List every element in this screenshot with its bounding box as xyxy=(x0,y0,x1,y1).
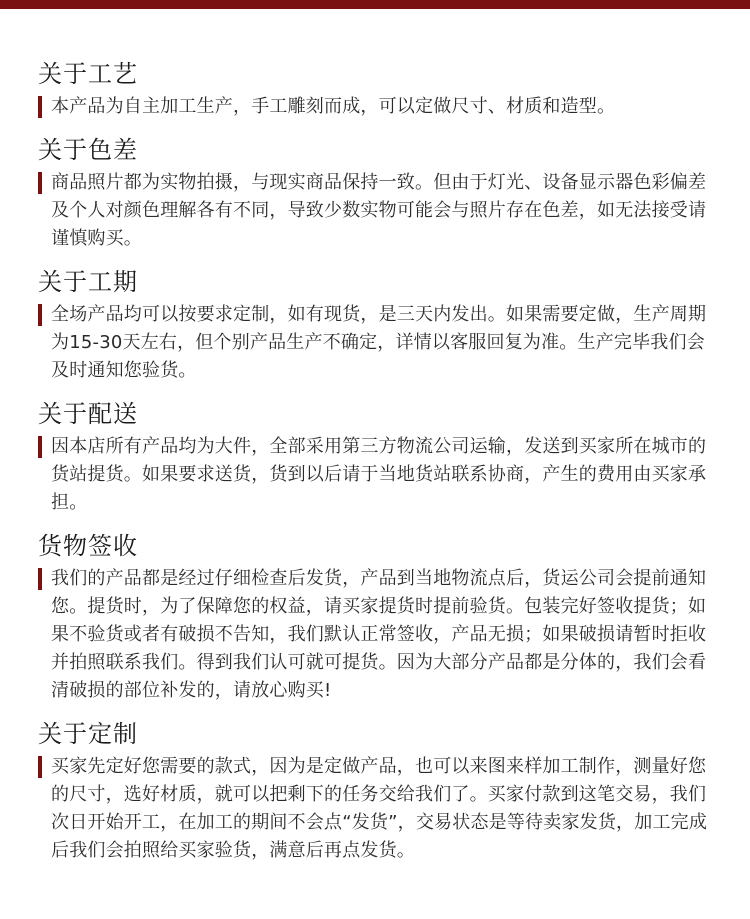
section-title: 关于工艺 xyxy=(38,60,138,88)
section-delivery xyxy=(38,397,708,517)
section-title: 关于定制 xyxy=(38,720,138,748)
section-title: 关于工期 xyxy=(38,268,138,296)
section-text: 我们的产品都是经过仔细检查后发货，产品到当地物流点后，货运公司会提前通知您。提货时，为了保障您的权益，请买家提货时提前验货。包装完好签收提货；如果不验货或者有破损不告知，我们默认正常签收，产品无损；如果破损请暂时拒收并拍照联系我们。得到我们认可就可提货。因为大部分产品都是分体的，我们会看清破损的部位补发的，请放心购买! xyxy=(51,568,707,701)
section-text: 本产品为自主加工生产，手工雕刻而成，可以定做尺寸、材质和造型。 xyxy=(51,96,616,117)
section-customization xyxy=(38,717,708,865)
section-lead-time xyxy=(38,265,708,385)
accent-bar xyxy=(38,172,42,194)
section-text: 买家先定好您需要的款式，因为是定做产品，也可以来图来样加工制作，测量好您的尺寸，选好材质，就可以把剩下的任务交给我们了。买家付款到这笔交易，我们次日开始开工，在加工的期间不会点“发货”，交易状态是等待卖家发货，加工完成后我们会拍照给买家验货，满意后再点发货。 xyxy=(51,756,708,861)
info-content xyxy=(38,57,708,877)
accent-bar xyxy=(38,96,42,118)
section-body xyxy=(38,169,708,253)
section-body xyxy=(38,433,708,517)
section-text: 商品照片都为实物拍摄，与现实商品保持一致。但由于灯光、设备显示器色彩偏差及个人对颜色理解各有不同，导致少数实物可能会与照片存在色差，如无法接受请谨慎购买。 xyxy=(51,172,707,249)
section-body xyxy=(38,753,708,865)
section-text: 全场产品均可以按要求定制，如有现货，是三天内发出。如果需要定做，生产周期为15-30天左右，但个别产品生产不确定，详情以客服回复为准。生产完毕我们会及时通知您验货。 xyxy=(51,304,707,381)
section-body xyxy=(38,565,708,705)
section-color-difference xyxy=(38,133,708,253)
top-accent-bar xyxy=(0,0,750,9)
accent-bar xyxy=(38,436,42,458)
section-text: 因本店所有产品均为大件，全部采用第三方物流公司运输，发送到买家所在城市的货站提货。如果要求送货，货到以后请于当地货站联系协商，产生的费用由买家承担。 xyxy=(51,436,707,513)
section-body xyxy=(38,93,708,121)
section-title: 关于配送 xyxy=(38,400,138,428)
accent-bar xyxy=(38,304,42,326)
section-receipt xyxy=(38,529,708,705)
section-craft xyxy=(38,57,708,121)
section-body xyxy=(38,301,708,385)
section-title: 关于色差 xyxy=(38,136,138,164)
section-title: 货物签收 xyxy=(38,532,138,560)
accent-bar xyxy=(38,568,42,590)
accent-bar xyxy=(38,756,42,778)
